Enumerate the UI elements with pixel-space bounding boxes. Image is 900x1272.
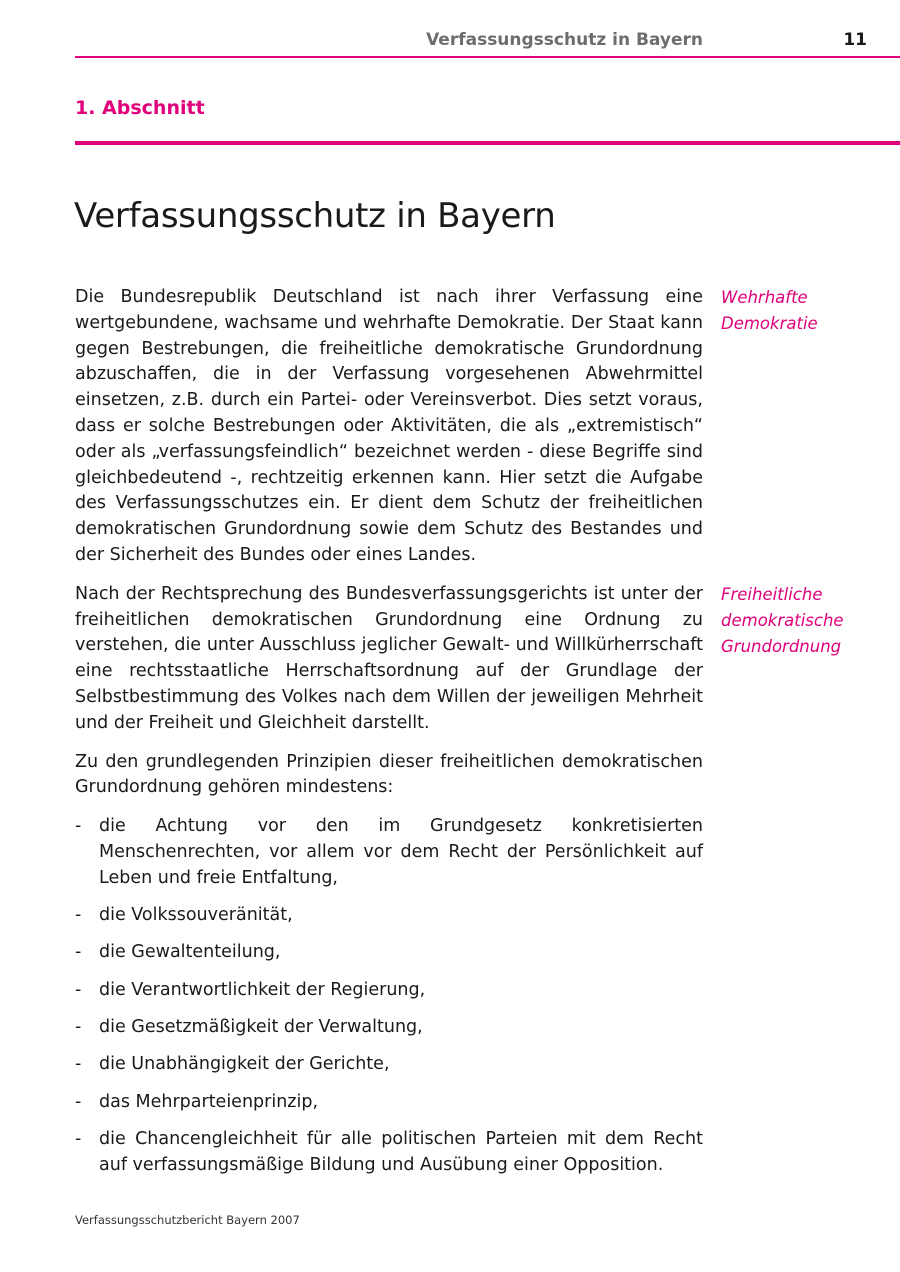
section-bar xyxy=(75,97,900,145)
running-header xyxy=(75,28,900,58)
list-item-text: die Gesetzmäßigkeit der Verwaltung, xyxy=(99,1016,423,1037)
page-number: 11 xyxy=(843,30,867,50)
margin-note-grundordnung xyxy=(721,582,891,660)
margin-note-line: Wehrhafte xyxy=(721,288,808,307)
list-item-text: die Achtung vor den im Grundgesetz konkretisierten Menschenrechten, vor allem vor dem Recht der Persönlichkeit auf Leben und freie Entfaltung, xyxy=(99,816,703,888)
paragraph-grundordnung-definition: Nach der Rechtsprechung des Bundesverfassungsgerichts ist unter der freiheitlichen demokratischen Grundordnung eine Ordnung zu verstehen, die unter Ausschluss jeglicher Gewalt- und Willkürherrschaft eine rechtsstaatliche Herrschaftsordnung auf der Grundlage der Selbstbestimmung des Volkes nach dem Willen der jeweiligen Mehrheit und der Freiheit und Gleichheit darstellt. xyxy=(75,583,703,733)
list-dash: - xyxy=(75,979,82,1000)
page-footer: Verfassungsschutzbericht Bayern 2007 xyxy=(75,1213,300,1227)
list-item xyxy=(75,1052,703,1078)
list-item-text: die Unabhängigkeit der Gerichte, xyxy=(99,1054,390,1075)
list-dash: - xyxy=(75,1128,82,1149)
list-item xyxy=(75,1127,703,1179)
list-item-text: das Mehrparteienprinzip, xyxy=(99,1091,319,1112)
list-item-text: die Volkssouveränität, xyxy=(99,905,293,926)
margin-note-line: Grundordnung xyxy=(721,637,842,656)
list-item xyxy=(75,814,703,891)
running-title: Verfassungsschutz in Bayern xyxy=(426,30,703,50)
list-dash: - xyxy=(75,1054,82,1075)
list-dash: - xyxy=(75,816,82,837)
section-label: 1. Abschnitt xyxy=(75,97,205,119)
list-dash: - xyxy=(75,1091,82,1112)
principles-list xyxy=(75,814,703,1178)
list-dash: - xyxy=(75,942,82,963)
main-text-column xyxy=(75,285,703,1190)
list-item-text: die Gewaltenteilung, xyxy=(99,942,281,963)
list-item xyxy=(75,978,703,1004)
list-dash: - xyxy=(75,1016,82,1037)
list-item xyxy=(75,1090,703,1116)
paragraph-wehrhafte-demokratie: Die Bundesrepublik Deutschland ist nach ihrer Verfassung eine wertgebundene, wachsame und wehrhafte Demokratie. Der Staat kann gegen Bestrebungen, die freiheitliche demokratische Grundordnung abzuschaffen, die in der Verfassung vorgesehenen Abwehrmittel einsetzen, z.B. durch ein Partei- oder Vereinsverbot. Dies setzt voraus, dass er solche Bestrebungen oder Aktivitäten, die als „extremistisch“ oder als „verfassungsfeindlich“ bezeichnet werden - diese Begriffe sind gleichbedeutend -, rechtzeitig erkennen kann. Hier setzt die Aufgabe des Verfassungsschutzes ein. Er dient dem Schutz der freiheitlichen demokratischen Grundordnung sowie dem Schutz des Bestandes und der Sicherheit des Bundes oder eines Landes. xyxy=(75,287,703,565)
list-item xyxy=(75,940,703,966)
margin-note-line: demokratische xyxy=(721,611,844,630)
list-dash: - xyxy=(75,905,82,926)
paragraph-principles-intro: Zu den grundlegenden Prinzipien dieser freiheitlichen demokratischen Grundordnung gehören mindestens: xyxy=(75,751,703,798)
list-item xyxy=(75,903,703,929)
list-item xyxy=(75,1015,703,1041)
list-item-text: die Chancengleichheit für alle politischen Parteien mit dem Recht auf verfassungsmäßige Bildung und Ausübung einer Opposition. xyxy=(99,1128,703,1175)
margin-note-line: Demokratie xyxy=(721,314,818,333)
page-title: Verfassungsschutz in Bayern xyxy=(74,196,556,236)
margin-note-line: Freiheitliche xyxy=(721,585,823,604)
list-item-text: die Verantwortlichkeit der Regierung, xyxy=(99,979,426,1000)
margin-note-wehrhafte-demokratie xyxy=(721,285,891,337)
